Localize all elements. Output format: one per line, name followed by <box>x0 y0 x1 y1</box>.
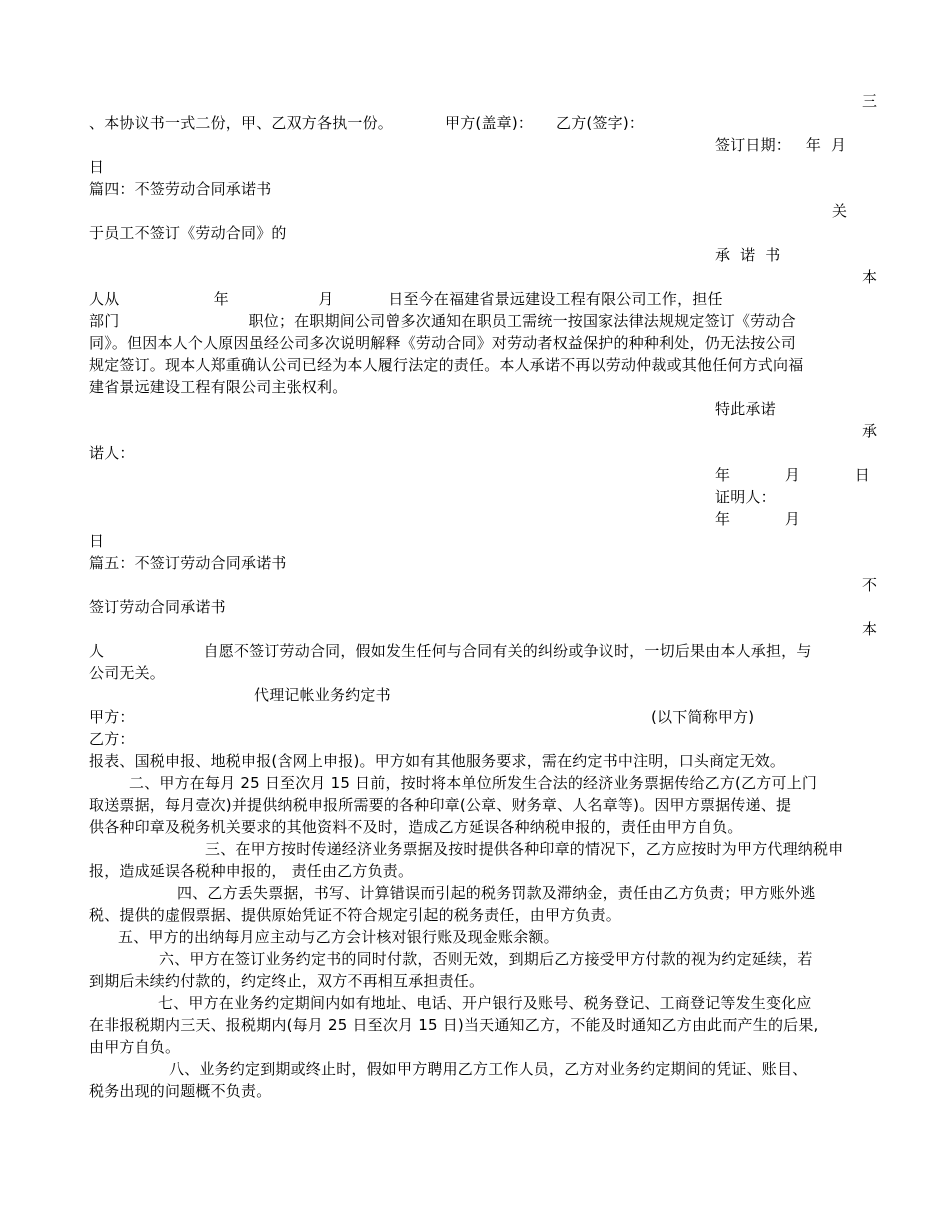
contract-party-b-label: 乙方： <box>89 730 135 748</box>
part4-witness-label: 证明人： <box>715 488 776 506</box>
part5-body-line-1: 人 自愿不签订劳动合同，假如发生任何与合同有关的纠纷或争议时，一切后果由本人承担，与 <box>89 642 812 660</box>
part4-heading: 承 诺 书 <box>715 246 781 264</box>
contract-clause-7-line-2: 在非报税期内三天、报税期内(每月 25 日至次月 15 日)当天通知乙方，不能及时通知乙方由此而产生的后果, <box>89 1016 819 1034</box>
contract-clause-8-line-2: 税务出现的问题概不负责。 <box>89 1082 272 1100</box>
party-a-seal-label: 甲方(盖章)： <box>445 114 534 132</box>
contract-clause-5: 五、甲方的出纳每月应主动与乙方会计核对银行账及现金账余额。 <box>118 928 559 946</box>
part4-date-2: 年 月 <box>715 510 801 528</box>
contract-clause-4-line-2: 税、提供的虚假票据、提供原始凭证不符合规定引起的税务责任，由甲方负责。 <box>89 906 622 924</box>
contract-party-a-abbr: (以下简称甲方) <box>651 708 755 726</box>
contract-clause-1: 报表、国税申报、地税申报(含网上申报)。甲方如有其他服务要求，需在约定书中注明，口头商定无效。 <box>89 752 786 770</box>
contract-clause-2-line-3: 供各种印章及税务机关要求的其他资料不及时，造成乙方延误各种纳税申报的，责任由甲方自负。 <box>89 818 743 836</box>
char-san: 三 <box>862 92 878 110</box>
contract-clause-3-line-2: 报，造成延误各税种申报的， 责任由乙方负责。 <box>89 862 414 880</box>
part4-day-label: 日 <box>89 532 105 550</box>
part5-char-ben: 本 <box>862 620 878 638</box>
contract-clause-2-line-2: 取送票据，每月壹次)并提供纳税申报所需要的各种印章(公章、财务章、人名章等)。因甲方票据传递、提 <box>89 796 792 814</box>
part4-body-line-2: 部门 职位；在职期间公司曾多次通知在职员工需统一按国家法律法规规定签订《劳动合 <box>89 312 796 330</box>
contract-title: 代理记帐业务约定书 <box>254 686 391 704</box>
part5-title: 篇五：不签订劳动合同承诺书 <box>89 554 287 572</box>
contract-clause-2-line-1: 二、甲方在每月 25 日至次月 15 日前，按时将本单位所发生合法的经济业务票据传给乙方(乙方可上门 <box>129 774 818 792</box>
part4-date-1: 年 月 日 <box>715 466 870 484</box>
part4-special-promise: 特此承诺 <box>715 400 776 418</box>
contract-clause-4-line-1: 四、乙方丢失票据，书写、计算错误而引起的税务罚款及滞纳金，责任由乙方负责；甲方账外逃 <box>177 884 816 902</box>
contract-clause-3-line-1: 三、在甲方按时传递经济业务票据及按时提供各种印章的情况下，乙方应按时为甲方代理纳税申 <box>205 840 844 858</box>
day-label: 日 <box>89 158 105 176</box>
part4-char-ben: 本 <box>862 268 878 286</box>
part4-body-line-1: 人从 年 月 日至今在福建省景远建设工程有限公司工作，担任 <box>89 290 723 308</box>
part5-subtitle: 签订劳动合同承诺书 <box>89 598 226 616</box>
contract-party-a-label: 甲方： <box>89 708 135 726</box>
part4-body-line-5: 建省景远建设工程有限公司主张权利。 <box>89 378 348 396</box>
part4-char-guan: 关 <box>832 202 848 220</box>
part5-body-line-2: 公司无关。 <box>89 664 166 682</box>
part4-subtitle: 于员工不签订《劳动合同》的 <box>89 224 287 242</box>
part4-title: 篇四：不签劳动合同承诺书 <box>89 180 272 198</box>
part5-char-bu: 不 <box>862 576 878 594</box>
contract-clause-6-line-2: 到期后未续约付款的，约定终止，双方不再相互承担责任。 <box>89 972 485 990</box>
party-b-sign-label: 乙方(签字)： <box>556 114 645 132</box>
sign-date-label: 签订日期： 年 月 <box>715 136 847 154</box>
contract-clause-7-line-1: 七、甲方在业务约定期间内如有地址、电话、开户银行及账号、税务登记、工商登记等发生变化应 <box>158 994 812 1012</box>
contract-clause-8-line-1: 八、业务约定到期或终止时，假如甲方聘用乙方工作人员，乙方对业务约定期间的凭证、账目、 <box>169 1060 808 1078</box>
part4-body-line-4: 规定签订。现本人郑重确认公司已经为本人履行法定的责任。本人承诺不再以劳动仲裁或其他任何方式向福 <box>89 356 804 374</box>
part4-promisor-label: 诺人： <box>89 444 135 462</box>
part4-char-cheng: 承 <box>862 422 878 440</box>
contract-clause-6-line-1: 六、甲方在签订业务约定书的同时付款，否则无效，到期后乙方接受甲方付款的视为约定延续，若 <box>159 950 813 968</box>
contract-clause-7-line-3: 由甲方自负。 <box>89 1038 181 1056</box>
part4-body-line-3: 同》。但因本人个人原因虽经公司多次说明解释《劳动合同》对劳动者权益保护的种种利处，仍无法按公司 <box>89 334 796 352</box>
agreement-clause: 、本协议书一式二份，甲、乙双方各执一份。 <box>89 114 394 132</box>
